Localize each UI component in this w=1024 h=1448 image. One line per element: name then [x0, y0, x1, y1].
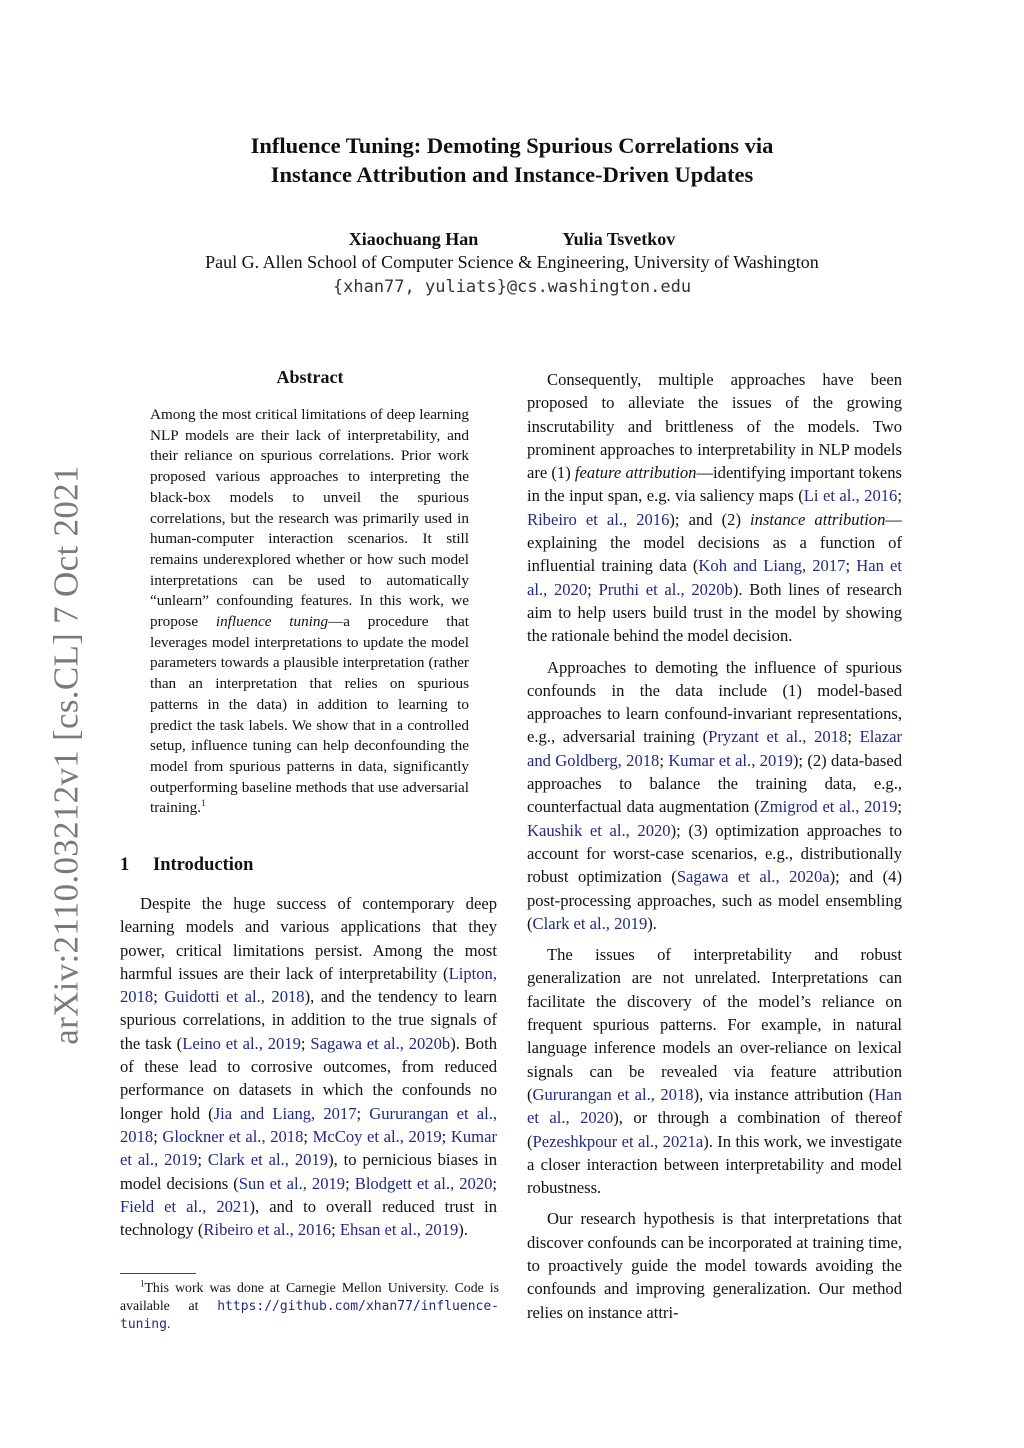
- arxiv-identifier-text: arXiv:2110.03212v1 [cs.CL] 7 Oct 2021: [47, 465, 87, 1045]
- citation-link[interactable]: Ribeiro et al., 2016: [203, 1220, 332, 1240]
- citation-link[interactable]: Pryzant et al., 2018: [708, 727, 848, 747]
- introduction-right-column: [527, 368, 902, 1324]
- citation-link[interactable]: Lipton, 2018: [120, 963, 497, 1007]
- footnote-divider: [120, 1273, 196, 1274]
- citation-link[interactable]: Sagawa et al., 2020b: [310, 1033, 451, 1053]
- citation-link[interactable]: Ribeiro et al., 2016: [527, 509, 670, 529]
- citation-link[interactable]: Jia and Liang, 2017: [213, 1103, 357, 1123]
- citation-link[interactable]: Field et al., 2021: [120, 1196, 250, 1216]
- author-1: Xiaochuang Han: [348, 229, 479, 249]
- paragraph: Our research hypothesis is that interpretations that discover confounds can be incorporated at training time, to proactively guide the model towards avoiding the confounds and improving generalization. Our method relies on instance attri-: [527, 1209, 902, 1322]
- citation-link[interactable]: Guidotti et al., 2018: [164, 987, 305, 1007]
- citation-link[interactable]: Kaushik et al., 2020: [527, 820, 671, 840]
- arxiv-identifier: [42, 455, 92, 1055]
- citation-link[interactable]: Gururangan et al., 2018: [532, 1084, 694, 1104]
- citation-link[interactable]: Koh and Liang, 2017: [698, 556, 846, 576]
- abstract-body: Among the most critical limitations of deep learning NLP models are their lack of interpretability, and their reliance on spurious correlations. Prior work proposed various approaches to interpreting the black-box models to unveil the spurious correlations, but the research was primarily used in human-computer interaction scenarios. It still remains underexplored whether or how such model interpretations can be used to automatically “unlearn” confounding features. In this work, we propose influence tuning—a procedure that leverages model interpretations to update the model parameters towards a plausible interpretation (rather than an interpretation that relies on spurious patterns in the data) in addition to learning to predict the task labels. We show that in a controlled setup, influence tuning can help deconfounding the model from spurious patterns in data, significantly outperforming baseline methods that use adversarial training.$^1$: [150, 406, 469, 817]
- author-list: [0, 228, 1024, 250]
- citation-link[interactable]: Blodgett et al., 2020: [354, 1173, 493, 1193]
- paragraph: The issues of interpretability and robust generalization are not unrelated. Interpretations can facilitate the discovery of the model’s reliance on frequent spurious patterns. For example, in natural language inference models an over-reliance on lexical signals can be revealed via feature attribution (Gururangan et al., 2018), via instance attribution (Han et al., 2020), or through a combination of thereof (Pezeshkpour et al., 2021a). In this work, we investigate a closer interaction between interpretability and model robustness.: [527, 945, 902, 1198]
- citation-link[interactable]: McCoy et al., 2019: [312, 1126, 442, 1146]
- citation-link[interactable]: Leino et al., 2019: [182, 1033, 301, 1053]
- code-url-link[interactable]: https://github.com/xhan77/influence-tuning: [120, 1298, 499, 1332]
- citation-link[interactable]: Han et al., 2020: [527, 556, 902, 599]
- introduction-left-column: [120, 892, 497, 1241]
- section-number: 1: [120, 855, 130, 875]
- citation-link[interactable]: Sun et al., 2019: [238, 1173, 346, 1193]
- paragraph: Despite the huge success of contemporary deep learning models and various applications that they power, critical limitations persist. Among the most harmful issues are their lack of interpretability (Lipton, 2018; Guidotti et al., 2018), and the tendency to learn spurious correlations, in addition to the true signals of the task (Leino et al., 2019; Sagawa et al., 2020b). Both of these lead to corrosive outcomes, from reduced performance on datasets in which the confounds no longer hold (Jia and Liang, 2017; Gururangan et al., 2018; Glockner et al., 2018; McCoy et al., 2019; Kumar et al., 2019; Clark et al., 2019), to pernicious biases in model decisions (Sun et al., 2019; Blodgett et al., 2020; Field et al., 2021), and to overall reduced trust in technology (Ribeiro et al., 2016; Ehsan et al., 2019).: [120, 894, 498, 1240]
- footnote-link[interactable]: 1: [201, 798, 206, 810]
- citation-link[interactable]: Clark et al., 2019: [207, 1150, 329, 1170]
- title-line-2: Instance Attribution and Instance-Driven Updates: [270, 162, 754, 187]
- affiliation: Paul G. Allen School of Computer Science & Engineering, University of Washington: [205, 252, 819, 272]
- citation-link[interactable]: Zmigrod et al., 2019: [759, 797, 898, 817]
- footnote-mark: 1: [140, 1278, 145, 1289]
- title-line-1: Influence Tuning: Demoting Spurious Correlations via: [250, 133, 774, 158]
- author-2: Yulia Tsvetkov: [562, 229, 676, 249]
- section-title: Introduction: [153, 855, 254, 875]
- paper-title: [0, 131, 1024, 189]
- citation-link[interactable]: Gururangan et al., 2018: [120, 1103, 498, 1146]
- author-email: {xhan77, yuliats}@cs.washington.edu: [332, 277, 692, 297]
- citation-link[interactable]: Kumar et al., 2019: [668, 750, 793, 770]
- abstract-emphasis: influence tuning: [215, 613, 329, 631]
- citation-link[interactable]: Ehsan et al., 2019: [339, 1220, 459, 1240]
- citation-link[interactable]: Clark et al., 2019: [532, 913, 648, 933]
- paragraph: Consequently, multiple approaches have been proposed to alleviate the issues of the growing inscrutability and brittleness of the models. Two prominent approaches to interpretability in NLP models are (1) feature attribution—identifying important tokens in the input span, e.g. via saliency maps (Li et al., 2016; Ribeiro et al., 2016); and (2) instance attribution—explaining the model decisions as a function of influential training data (Koh and Liang, 2017; Han et al., 2020; Pruthi et al., 2020b). Both lines of research aim to help users build trust in the model by showing the rationale behind the model decision.: [527, 370, 903, 646]
- citation-link[interactable]: Pezeshkpour et al., 2021a: [532, 1131, 704, 1151]
- footnote: $^1$This work was done at Carnegie Mellon University. Code is available at https://github.com/xhan77/influence-tuning.: [120, 1278, 499, 1332]
- citation-link[interactable]: Kumar et al., 2019: [120, 1126, 497, 1170]
- citation-link[interactable]: Li et al., 2016: [803, 486, 898, 506]
- citation-link[interactable]: Glockner et al., 2018: [162, 1126, 304, 1146]
- citation-link[interactable]: Sagawa et al., 2020a: [676, 867, 830, 887]
- abstract-heading: Abstract: [276, 367, 344, 387]
- citation-link[interactable]: Elazar and Goldberg, 2018: [527, 727, 902, 770]
- citation-link[interactable]: Pruthi et al., 2020b: [598, 579, 733, 599]
- citation-link[interactable]: Han et al., 2020: [527, 1084, 902, 1128]
- section-heading-introduction: [120, 855, 253, 876]
- paragraph: Approaches to demoting the influence of spurious confounds in the data include (1) model-based approaches to learn confound-invariant representations, e.g., adversarial training (Pryzant et al., 2018; Elazar and Goldberg, 2018; Kumar et al., 2019); (2) data-based approaches to balance the training data, e.g., counterfactual data augmentation (Zmigrod et al., 2019; Kaushik et al., 2020); (3) optimization approaches to account for worst-case scenarios, e.g., distributionally robust optimization (Sagawa et al., 2020a); and (4) post-processing approaches, such as model ensembling (Clark et al., 2019).: [527, 657, 902, 933]
